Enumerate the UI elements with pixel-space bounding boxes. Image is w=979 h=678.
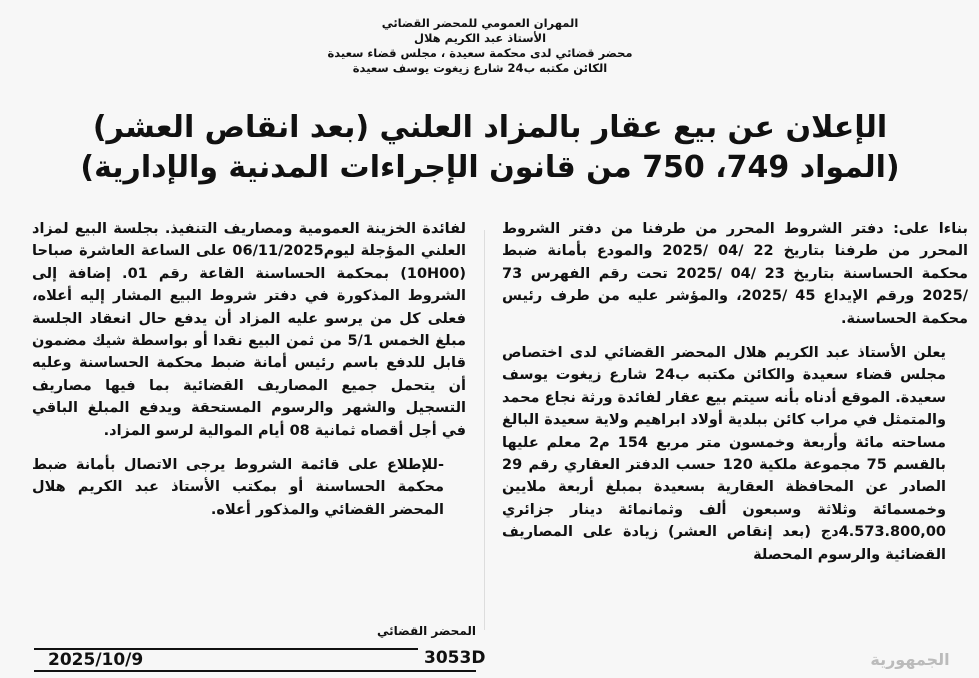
body-column-left [32,218,466,533]
bailiff-header [300,16,660,76]
header-line-2: الأستاذ عبد الكريم هلال [413,31,547,45]
ad-reference-code: 3053D [418,648,491,668]
body-paragraph: يعلن الأستاذ عبد الكريم هلال المحضر القضائي لدى اختصاص مجلس قضاء سعيدة والكائن مكتبه ب24 شارع زيغوت يوسف سعيدة. الموقع أدناه بأنه سيتم بيع عقار لفائدة ورثة نجاع محمد والمتمثل في مراب كائن ببلدية أولاد ابراهيم ولاية سعيدة البالغ مساحته مائة وأربعة وخمسون متر مربع 154 م2 معلم عليها بالقسم 75 مجموعة ملكية 120 حسب الدفتر العقاري رقم 29 الصادر عن المحافظة العقارية بسعيدة بمبلغ أربعة ملايين وخمسمائة وثلاثة وسبعون ألف وثمانمائة دينار جزائري 4.573.800,00دج (بعد إنقاص العشر) زيادة على المصاريف القضائية والرسوم المحصلة [502,345,946,563]
publication-date: 2025/10/9 [42,650,149,670]
body-paragraph: بناءا على: دفتر الشروط المحرر من طرفنا من دفتر الشروط المحرر من طرفنا بتاريخ 22 /04 /2025 والمودع بأمانة ضبط محكمة الحساسنة بتاريخ 23 /04 /2025 تحت رقم الفهرس 73 /2025 ورقم الإيداع 45 /2025، والمؤشر عليه من طرف رئيس محكمة الحساسنة. [502,221,968,327]
footer-rule [34,648,476,672]
header-line-3: محضر قضائي لدى محكمة سعيدة ، مجلس قضاء سعيدة [327,46,633,60]
header-line-1: المهران العمومي للمحضر القضائي [381,16,579,30]
signature-label: المحضر القضائي [376,624,476,638]
body-column-right [502,218,968,578]
announcement-title [60,108,920,188]
title-line-1: الإعلان عن بيع عقار بالمزاد العلني (بعد انقاص العشر) [92,110,888,145]
body-paragraph: -للإطلاع على قائمة الشروط يرجى الاتصال بأمانة ضبط محكمة الحساسنة أو بمكتب الأستاذ عبد الكريم هلال المحضر القضائي والمذكور أعلاه. [32,457,444,518]
footer-signature-block [34,622,476,672]
newspaper-logo: الجمهورية [870,650,950,669]
header-line-4: الكائن مكتبه ب24 شارع زيغوت يوسف سعيدة [352,61,608,75]
body-paragraph: لفائدة الخزينة العمومية ومصاريف التنفيذ. بجلسة البيع لمزاد العلني المؤجلة ليوم06/11/2025 على الساعة العاشرة صباحا (10H00) بمحكمة الحساسنة القاعة رقم 01. إضافة إلى الشروط المذكورة في دفتر شروط البيع المشار إليه أعلاه، فعلى كل من يرسو عليه المزاد أن يدفع حال انعقاد الجلسة مبلغ الخمس 5/1 من ثمن البيع نقدا أو بواسطة شيك مضمون قابل للدفع باسم رئيس أمانة ضبط محكمة الحساسنة وعليه أن يتحمل جميع المصاريف القضائية بما فيها مصاريف التسجيل والشهر والرسوم المستحقة ويدفع المبلغ الباقي في أجل أقصاه ثمانية 08 أيام الموالية لرسو المزاد. [32,221,466,439]
column-divider [484,230,485,630]
title-line-2: (المواد 749، 750 من قانون الإجراءات المدنية والإدارية) [80,150,900,185]
